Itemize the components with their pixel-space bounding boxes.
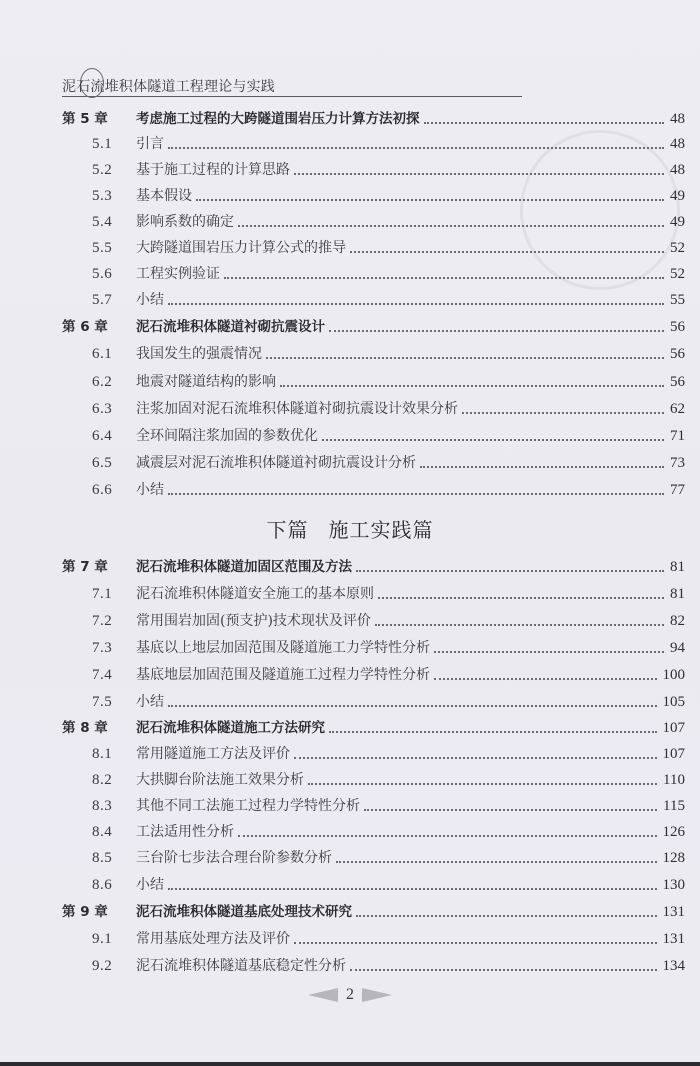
toc-entry-page: 134: [662, 958, 685, 974]
toc-entry-page: 48: [670, 162, 685, 178]
toc-entry-page: 55: [670, 292, 685, 308]
dot-leader: [294, 173, 664, 175]
toc-entry-page: 107: [662, 746, 685, 762]
toc-section-entry[interactable]: [62, 743, 685, 765]
toc-section-entry[interactable]: [62, 398, 685, 420]
part-label: 下篇: [266, 518, 309, 542]
toc-entry-title: 大拱脚台阶法施工效果分析: [136, 772, 304, 788]
dot-leader: [350, 969, 657, 971]
dot-leader: [378, 597, 664, 599]
toc-section-entry[interactable]: [62, 928, 685, 950]
toc-entry-page: 110: [663, 772, 685, 788]
toc-entry-number: 7.1: [92, 586, 113, 602]
running-header: [62, 74, 522, 97]
toc-entry-number: 6.5: [92, 455, 113, 471]
toc-entry-title: 其他不同工法施工过程力学特性分析: [136, 798, 360, 814]
toc-entry-number: 8.1: [92, 746, 113, 762]
toc-entry-number: 第 7 章: [62, 559, 108, 575]
toc-entry-title: 泥石流堆积体隧道基底处理技术研究: [136, 904, 352, 920]
dot-leader: [364, 809, 657, 811]
toc-section-entry[interactable]: [62, 955, 685, 977]
toc-entry-title: 注浆加固对泥石流堆积体隧道衬砌抗震设计效果分析: [136, 401, 458, 417]
toc-section-entry[interactable]: [62, 159, 685, 181]
toc-entry-title: 考虑施工过程的大跨隧道围岩压力计算方法初探: [136, 111, 420, 127]
toc-entry-page: 131: [662, 931, 685, 947]
toc-section-entry[interactable]: [62, 610, 685, 632]
dot-leader: [224, 277, 664, 279]
dot-leader: [336, 861, 657, 863]
toc-entry-title: 大跨隧道围岩压力计算公式的推导: [136, 240, 346, 256]
toc-section-entry[interactable]: [62, 185, 685, 207]
toc-section-entry[interactable]: [62, 691, 685, 713]
toc-entry-title: 工程实例验证: [136, 266, 220, 282]
dot-leader: [322, 439, 664, 441]
dot-leader: [238, 225, 664, 227]
toc-entry-title: 泥石流堆积体隧道安全施工的基本原则: [136, 586, 374, 602]
dot-leader: [168, 147, 664, 149]
toc-entry-title: 基底地层加固范围及隧道施工过程力学特性分析: [136, 667, 430, 683]
dot-leader: [350, 251, 664, 253]
toc-entry-title: 小结: [136, 877, 164, 893]
toc-section-entry[interactable]: [62, 583, 685, 605]
toc-entry-page: 52: [670, 266, 685, 282]
dot-leader: [280, 385, 664, 387]
toc-section-entry[interactable]: [62, 479, 685, 501]
toc-section-entry[interactable]: [62, 263, 685, 285]
toc-entry-number: 6.3: [92, 401, 113, 417]
toc-section-entry[interactable]: [62, 425, 685, 447]
toc-entry-page: 77: [670, 482, 685, 498]
toc-section-entry[interactable]: [62, 237, 685, 259]
toc-entry-title: 三台阶七步法合理台阶参数分析: [136, 850, 332, 866]
toc-entry-title: 小结: [136, 694, 164, 710]
toc-section-entry[interactable]: [62, 637, 685, 659]
dot-leader: [196, 199, 664, 201]
running-header-title: 泥石流堆积体隧道工程理论与实践: [62, 79, 275, 95]
dot-leader: [434, 651, 664, 653]
toc-entry-title: 基于施工过程的计算思路: [136, 162, 290, 178]
part-heading: [0, 514, 700, 543]
toc-entry-page: 82: [670, 613, 685, 629]
toc-entry-page: 100: [662, 667, 685, 683]
dot-leader: [266, 357, 664, 359]
dot-leader: [238, 835, 657, 837]
toc-entry-number: 7.3: [92, 640, 113, 656]
toc-entry-number: 第 8 章: [62, 720, 108, 736]
toc-entry-number: 9.2: [92, 958, 113, 974]
toc-entry-number: 5.3: [92, 188, 113, 204]
toc-entry-number: 5.6: [92, 266, 113, 282]
toc-entry-title: 基底以上地层加固范围及隧道施工力学特性分析: [136, 640, 430, 656]
toc-entry-title: 常用围岩加固(预支护)技术现状及评价: [136, 613, 371, 629]
toc-entry-number: 9.1: [92, 931, 113, 947]
scan-edge: [0, 1062, 700, 1066]
toc-entry-number: 8.6: [92, 877, 113, 893]
part-title: 施工实践篇: [328, 518, 434, 542]
toc-section-entry[interactable]: [62, 343, 685, 365]
toc-entry-number: 6.6: [92, 482, 113, 498]
toc-section-entry[interactable]: [62, 289, 685, 311]
toc-entry-page: 81: [670, 586, 685, 602]
toc-entry-page: 81: [670, 559, 685, 575]
toc-entry-title: 泥石流堆积体隧道施工方法研究: [136, 720, 325, 736]
toc-entry-number: 5.7: [92, 292, 113, 308]
page-number: 2: [346, 986, 354, 1003]
toc-entry-number: 8.2: [92, 772, 113, 788]
toc-entry-page: 49: [670, 214, 685, 230]
toc-entry-title: 常用隧道施工方法及评价: [136, 746, 290, 762]
toc-entry-page: 105: [662, 694, 685, 710]
toc-entry-number: 5.2: [92, 162, 113, 178]
dot-leader: [424, 122, 665, 124]
toc-entry-title: 泥石流堆积体隧道基底稳定性分析: [136, 958, 346, 974]
toc-entry-title: 工法适用性分析: [136, 824, 234, 840]
toc-entry-number: 6.4: [92, 428, 113, 444]
dot-leader: [329, 731, 657, 733]
toc-entry-page: 52: [670, 240, 685, 256]
toc-entry-title: 引言: [136, 136, 164, 152]
toc-section-entry[interactable]: [62, 133, 685, 155]
toc-entry-number: 第 9 章: [62, 904, 108, 920]
toc-entry-page: 56: [670, 374, 685, 390]
toc-entry-number: 8.5: [92, 850, 113, 866]
toc-entry-page: 73: [670, 455, 685, 471]
toc-entry-page: 48: [670, 111, 685, 127]
toc-section-entry[interactable]: [62, 874, 685, 896]
toc-entry-page: 94: [670, 640, 685, 656]
toc-entry-page: 131: [662, 904, 685, 920]
page-footer: [0, 984, 700, 1006]
toc-entry-page: 126: [662, 824, 685, 840]
dot-leader: [294, 942, 657, 944]
arrow-right-icon: [362, 988, 392, 1002]
toc-entry-number: 6.1: [92, 346, 113, 362]
toc-entry-number: 6.2: [92, 374, 113, 390]
toc-entry-page: 115: [663, 798, 685, 814]
toc-entry-page: 71: [670, 428, 685, 444]
toc-entry-number: 第 6 章: [62, 319, 108, 335]
dot-leader: [294, 757, 657, 759]
toc-entry-page: 56: [670, 319, 685, 335]
toc-section-entry[interactable]: [62, 664, 685, 686]
dot-leader: [375, 624, 664, 626]
toc-section-entry[interactable]: [62, 769, 685, 791]
toc-chapter-entry[interactable]: [62, 556, 685, 578]
toc-entry-page: 48: [670, 136, 685, 152]
toc-entry-title: 我国发生的强震情况: [136, 346, 262, 362]
toc-entry-number: 7.4: [92, 667, 113, 683]
toc-entry-title: 基本假设: [136, 188, 192, 204]
toc-entry-number: 8.3: [92, 798, 113, 814]
toc-entry-title: 常用基底处理方法及评价: [136, 931, 290, 947]
toc-entry-page: 130: [662, 877, 685, 893]
dot-leader: [462, 412, 664, 414]
toc-section-entry[interactable]: [62, 821, 685, 843]
toc-entry-number: 5.5: [92, 240, 113, 256]
toc-section-entry[interactable]: [62, 211, 685, 233]
toc-entry-page: 128: [662, 850, 685, 866]
toc-entry-title: 泥石流堆积体隧道衬砌抗震设计: [136, 319, 325, 335]
toc-entry-page: 49: [670, 188, 685, 204]
dot-leader: [329, 330, 664, 332]
arrow-left-icon: [308, 988, 338, 1002]
dot-leader: [308, 783, 657, 785]
dot-leader: [420, 466, 664, 468]
toc-chapter-entry[interactable]: [62, 717, 685, 739]
toc-chapter-entry[interactable]: [62, 108, 685, 130]
toc-entry-title: 全环间隔注浆加固的参数优化: [136, 428, 318, 444]
toc-entry-title: 小结: [136, 482, 164, 498]
toc-entry-number: 第 5 章: [62, 111, 108, 127]
dot-leader: [356, 570, 664, 572]
toc-entry-title: 减震层对泥石流堆积体隧道衬砌抗震设计分析: [136, 455, 416, 471]
toc-entry-number: 5.1: [92, 136, 113, 152]
toc-entry-title: 小结: [136, 292, 164, 308]
toc-section-entry[interactable]: [62, 847, 685, 869]
toc-entry-page: 56: [670, 346, 685, 362]
toc-entry-number: 7.2: [92, 613, 113, 629]
toc-entry-page: 107: [662, 720, 685, 736]
toc-entry-number: 7.5: [92, 694, 113, 710]
toc-chapter-entry[interactable]: [62, 316, 685, 338]
toc-section-entry[interactable]: [62, 371, 685, 393]
toc-entry-number: 8.4: [92, 824, 113, 840]
toc-section-entry[interactable]: [62, 795, 685, 817]
dot-leader: [168, 705, 657, 707]
dot-leader: [168, 493, 664, 495]
toc-chapter-entry[interactable]: [62, 901, 685, 923]
toc-entry-title: 影响系数的确定: [136, 214, 234, 230]
dot-leader: [168, 303, 664, 305]
toc-entry-number: 5.4: [92, 214, 113, 230]
toc-entry-title: 地震对隧道结构的影响: [136, 374, 276, 390]
toc-section-entry[interactable]: [62, 452, 685, 474]
toc-entry-page: 62: [670, 401, 685, 417]
dot-leader: [168, 888, 657, 890]
dot-leader: [356, 915, 657, 917]
toc-entry-title: 泥石流堆积体隧道加固区范围及方法: [136, 559, 352, 575]
dot-leader: [434, 678, 657, 680]
